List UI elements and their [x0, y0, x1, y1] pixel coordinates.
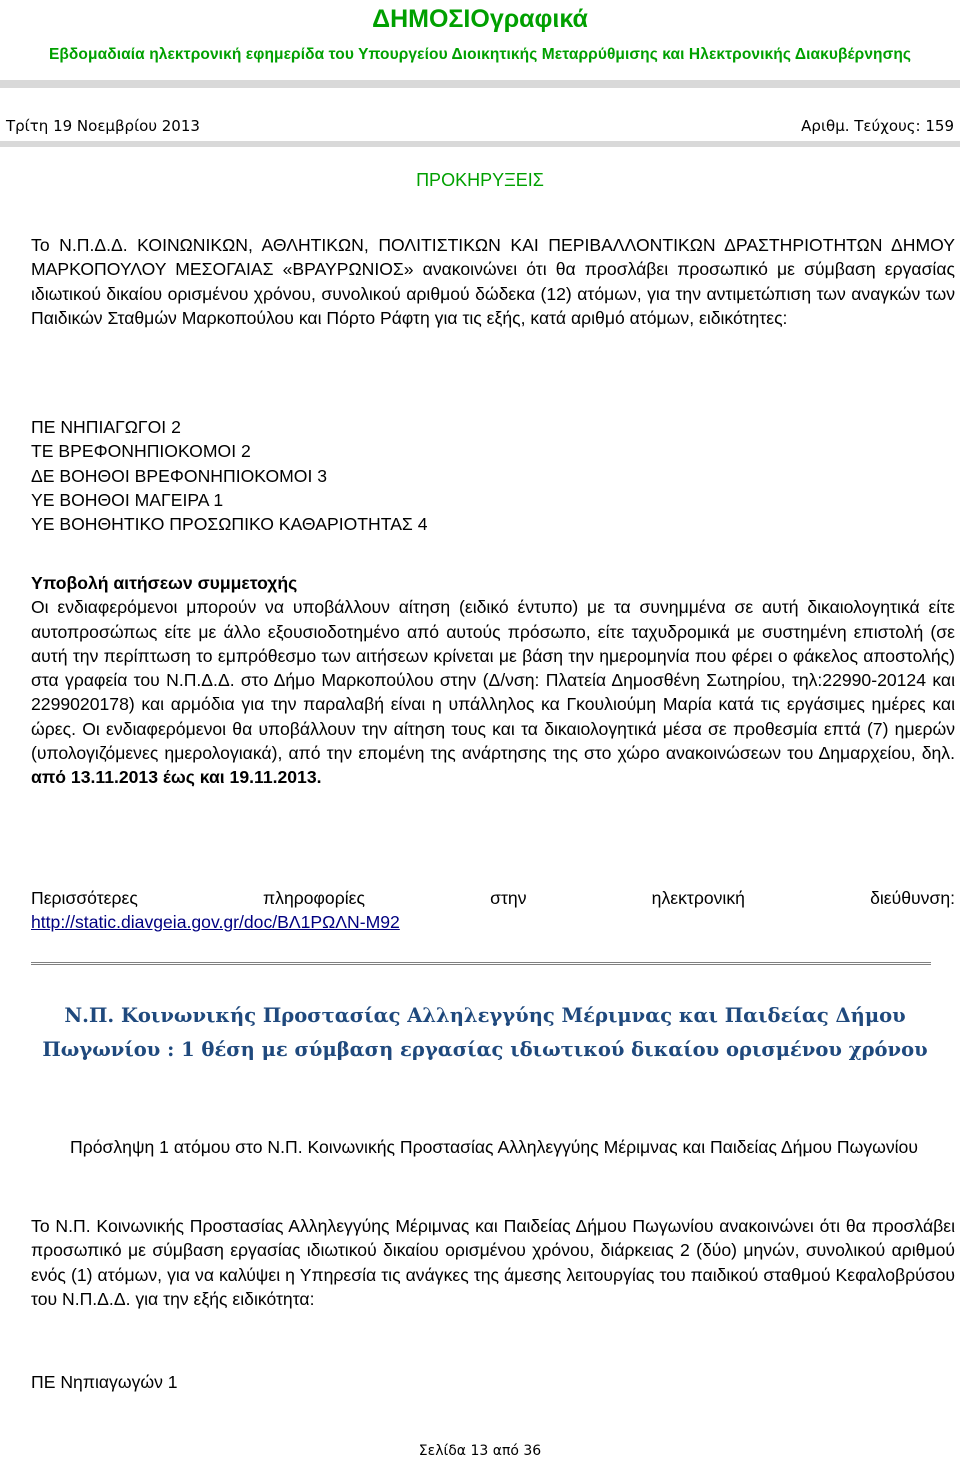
submission-section: [31, 571, 955, 790]
position-item: ΠΕ ΝΗΠΙΑΓΩΓΟΙ 2: [31, 417, 181, 437]
article-2-body-block: [31, 1214, 955, 1311]
article-1-intro: Το Ν.Π.Δ.Δ. ΚΟΙΝΩΝΙΚΩΝ, ΑΘΛΗΤΙΚΩΝ, ΠΟΛΙΤΙΣΤΙΚΩΝ ΚΑΙ ΠΕΡΙΒΑΛΛΟΝΤΙΚΩΝ ΔΡΑΣΤΗΡΙΟΤΗΤΩΝ ΔΗΜΟΥ ΜΑΡΚΟΠΟΥΛΟΥ ΜΕΣΟΓΑΙΑΣ «ΒΡΑΥΡΩΝΙΟΣ» ανακοινώνει ότι θα προσλάβει προσωπικό με σύμβαση εργασίας ιδιωτικού δικαίου ορισμένου χρόνου, συνολικού αριθμού δώδεκα (12) ατόμων, για την αντιμετώπιση των αναγκών των Παιδικών Σταθμών Μαρκοπούλου και Πόρτο Ράφτη για τις εξής, κατά αριθμό ατόμων, ειδικότητες:: [31, 235, 955, 328]
position-item: ΥΕ ΒΟΗΘΟΙ ΜΑΓΕΙΡΑ 1: [31, 489, 224, 510]
article-2-lead-block: [35, 1135, 953, 1159]
submission-text: [31, 595, 955, 789]
issue-info-row: [6, 117, 954, 135]
article-2-lead: Πρόσληψη 1 ατόμου στο Ν.Π. Κοινωνικής Προστασίας Αλληλεγγύης Μέριμνας και Παιδείας Δήμου Πωγωνίου: [70, 1137, 918, 1157]
newspaper-subtitle: Εβδομαδιαία ηλεκτρονική εφημερίδα του Υπουργείου Διοικητικής Μεταρρύθμισης και Ηλεκτρονικής Διακυβέρνησης: [48, 46, 912, 63]
issue-number: Αριθμ. Τεύχους: 159: [801, 117, 954, 135]
diavgeia-link[interactable]: http://static.diavgeia.gov.gr/doc/ΒΛ1ΡΩΛΝ-Μ92: [31, 912, 400, 933]
article-2-position-block: [31, 1370, 955, 1394]
submission-deadline-end: .: [316, 767, 322, 788]
page-number: Σελίδα 13 από 36: [418, 1443, 542, 1459]
position-item: ΔΕ ΒΟΗΘΟΙ ΒΡΕΦΟΝΗΠΙΟΚΟΜΟΙ 3: [31, 465, 328, 486]
submission-body: Οι ενδιαφερόμενοι μπορούν να υποβάλλουν αίτηση (ειδικό έντυπο) με τα συνημμένα σε αυτή δικαιολογητικά είτε αυτοπροσώπως είτε με άλλο εξουσιοδοτημένο από αυτούς πρόσωπο, είτε ταχυδρομικά με συστημένη επιστολή (σε αυτή την περίπτωση το εμπρόθεσμο των αιτήσεων κρίνεται με βάση την ημερομηνία που φέρει ο φάκελος αποστολής) στα γραφεία του Ν.Π.Δ.Δ. στο Δήμο Μαρκοπούλου στην (Δ/νση: Πλατεία Δημοσθένη Σωτηρίου, τηλ:22990-20124 και 2299020178) και αρμόδια για την παραλαβή είναι η υπάλληλος κα Γκουλιούμη Μαρία κατά τις εργάσιμες ημέρες και ώρες. Οι ενδιαφερόμενοι θα υποβάλλουν την αίτηση τους και τα δικαιολογητικά μέσα σε προθεσμία επτά (7) ημερών (υπολογιζόμενες ημερολογιακά), από την επομένη της ανάρτησης της στο χώρο ανακοινώσεων του Δημαρχείου, δηλ.: [31, 597, 955, 764]
issue-date: Τρίτη 19 Νοεμβρίου 2013: [6, 117, 200, 135]
more-info-section: [31, 886, 955, 935]
submission-heading: Υποβολή αιτήσεων συμμετοχής: [31, 573, 298, 593]
masthead: [0, 0, 960, 65]
article-2-title: Ν.Π. Κοινωνικής Προστασίας Αλληλεγγύης Μέριμνας και Παιδείας Δήμου Πωγωνίου : 1 θέση με σύμβαση εργασίας ιδιωτικού δικαίου ορισμένου χρόνου: [42, 1004, 928, 1061]
article-2-position: ΠΕ Νηπιαγωγών 1: [31, 1372, 178, 1392]
newspaper-title: ΔΗΜΟΣΙΟγραφικά: [372, 5, 588, 33]
position-item: ΤΕ ΒΡΕΦΟΝΗΠΙΟΚΟΜΟΙ 2: [31, 441, 251, 462]
position-item: ΥΕ ΒΟΗΘΗΤΙΚΟ ΠΡΟΣΩΠΙΚΟ ΚΑΘΑΡΙΟΤΗΤΑΣ 4: [31, 514, 428, 535]
positions-list: [31, 415, 955, 536]
article-separator: [31, 962, 931, 965]
more-info-text: Περισσότερες πληροφορίες στην ηλεκτρονική διεύθυνση:: [31, 888, 955, 908]
article-1: [31, 233, 955, 330]
submission-deadline: από 13.11.2013 έως και 19.11.2013: [31, 767, 317, 788]
article-2-body: Το Ν.Π. Κοινωνικής Προστασίας Αλληλεγγύης Μέριμνας και Παιδείας Δήμου Πωγωνίου ανακοινώνει ότι θα προσλάβει προσωπικό με σύμβαση εργασίας ιδιωτικού δικαίου ορισμένου χρόνου, διάρκειας 2 (δύο) μηνών, συνολικού αριθμού ενός (1) ατόμων, για να καλύψει η Υπηρεσία τις ανάγκες της άμεσης λειτουργίας του παιδικού σταθμού Κεφαλοβρύσου του Ν.Π.Δ.Δ. για την εξής ειδικότητα:: [31, 1216, 955, 1309]
header-divider-bottom: [0, 141, 960, 147]
section-heading: ΠΡΟΚΗΡΥΞΕΙΣ: [416, 170, 544, 190]
header-divider-top: [0, 80, 960, 88]
